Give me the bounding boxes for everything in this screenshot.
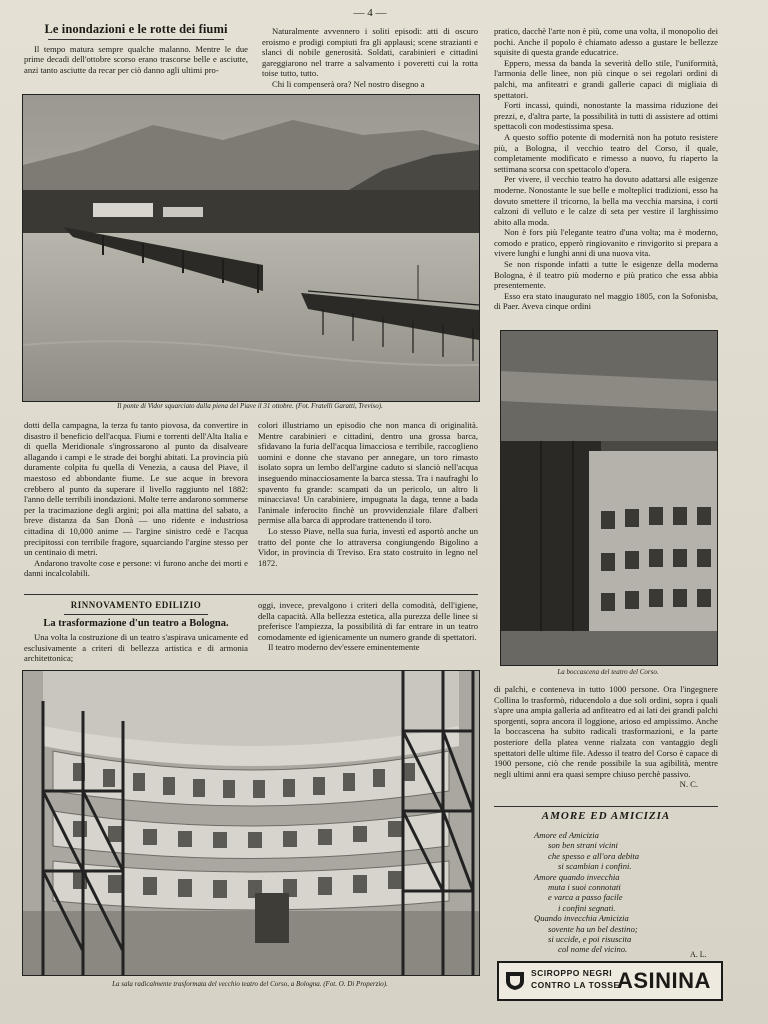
article1-paragraph-col2-2: Chi li compenserà ora? Nel nostro disegno a	[272, 78, 425, 89]
article1-paragraph-4: colori illustriamo un episodio che non manca di originalità. Mentre carabinieri e cittadini, dentro una grossa barca, sfidavano la furia dell'acqua limacciosa e terribile, raccoglieno uomini e donne che stavano per annegare, un toro rimasto isolato sopra un lembo dell'argine caduto si slanciò nell'acqua inseguendo minacciosamente la barca stessa. Tra i naufraghi lo spavento fu grande: scampati da un pericolo, un altro li minacciava! Un carabiniere, impugnata la daga, tenne a bada l'animale inferocito finchè un provvidenziale filare d'alberi permise alla barca di approdare trattenendo il toro.	[258, 420, 478, 526]
article2-paragraph-3: Il teatro moderno dev'essere eminentemente	[268, 642, 420, 653]
article2-paragraph-4: pratico, dacchè l'arte non è più, come una volta, il monopolio dei pochi. Anche il popolo è chiamato adesso a gustare le bellezze squisite di questa grande educatrice.	[494, 26, 718, 58]
article2-paragraph-5: Eppero, messa da banda la severità dello stile, l'uniformità, l'armonia delle linee, non più cinque o sei regolari ordini di palchi, ma anfiteatri e grandi gallerie capaci di migliaia di spettatori.	[494, 57, 718, 100]
article2-paragraph-8: Per vivere, il vecchio teatro ha dovuto adattarsi alle esigenze moderne. Nonostante le sue belle e molteplici tradizioni, esso ha dovuto smettere il tricorno, la bella ma vecchia marsina, i corti calzoni di velluto e le calze di seta per vestire il larghissimo abito alla moda.	[494, 174, 718, 227]
advertisement-line-2: CONTRO LA TOSSE	[531, 980, 620, 990]
advertisement-tagline	[531, 967, 620, 991]
poem-title: AMORE ED AMICIZIA	[541, 810, 671, 822]
poem-line: col nome del vicino.	[558, 944, 628, 955]
article2-signature: N. C.	[679, 779, 698, 790]
poem-divider	[494, 806, 718, 807]
article1-paragraph-2: dotti della campagna, la terza fu tanto piovosa, da convertire in disastro il beneficio dell'acqua. Fiumi e torrenti dell'Alta Italia e di quella Meridionale s'ingrossarono al punto da disalveare allagando i campi e le strade dei borghi abitati. La provincia più duramente colpita fu quella di Venezia, a causa del Piave, il maestoso ed abbondante fiume. Le sue acque in brevora crebbero al punto da superare il livello raggiunto nel 1882: l'anno delle terribili inondazioni. Molte terre andarono sommerse per la tracimazione degli argini; poi alla mattina del sabato, a breve distanza da San Donà — uno ridente e industriosa cittadina di 10,000 anime — l'argine sinistro cedè e l'acqua precipitossi con terribile fragore, squarciando l'argine stesso per un centinaio di metri.	[24, 420, 248, 558]
poem-line: e varca a passo facile	[548, 892, 623, 903]
article2-col3	[494, 26, 718, 312]
article2-title: La trasformazione d'un teatro a Bologna.	[43, 617, 229, 629]
article1-col2-body	[258, 420, 478, 568]
headline-underline	[48, 39, 224, 40]
poem-body	[494, 830, 718, 955]
photo-theater-hall	[22, 670, 480, 976]
poem-line: Quando invecchia Amicizia	[534, 913, 629, 924]
photo-theater-hall-caption: La sala radicalmente trasformata del vecchio teatro del Corso, a Bologna. (Fot. O. Di Properzio).	[112, 980, 388, 988]
poem-line: muta i suoi connotati	[548, 882, 621, 893]
article2-intro	[24, 600, 248, 664]
poem-line: si uccide, e poi risuscita	[548, 934, 632, 945]
article2-paragraph-10: Se non risponde infatti a tutte le esigenze della moderna Bologna, è il teatro più moderno e più pratico che essa abbia presentemente.	[494, 259, 718, 291]
poem-signature: A. L.	[690, 950, 707, 959]
article2-paragraph-6: Forti incassi, quindi, nonostante la massima riduzione dei prezzi, e, d'altra parte, la possibilità in tutti di assistere ad ottimi spettacoli con modestissima spesa.	[494, 100, 718, 132]
kicker-underline	[64, 614, 208, 615]
advertisement-asinina	[497, 961, 723, 1001]
article2-paragraph-7: A questo soffio potente di modernità non ha potuto resistere più, a Bologna, il vecchio teatro del Corso, il quale, completamente modificato e rimesso a nuovo, fu riaperto la settimana scorsa con spettacolo d'opera.	[494, 131, 718, 174]
photo-vidor-caption: Il ponte di Vidor squarciato dalla piena del Piave il 31 ottobre. (Fot. Fratelli Garatti, Treviso).	[117, 402, 383, 410]
article1-col2-top	[262, 26, 478, 90]
article1-paragraph-5: Lo stesso Piave, nella sua furia, investì ed asportò anche un tratto del ponte che lo attraversa congiungendo Bigolino a Vidor, in provincia di Treviso. Era stato costruito in legno nel 1872.	[258, 525, 478, 568]
article1-headline: Le inondazioni e le rotte dei fiumi	[44, 22, 228, 36]
article2-paragraph-12: di palchi, e conteneva in tutto 1000 persone. Ora l'ingegnere Collina lo trasformò, riducendolo a due soli ordini, sopra i quali s'apre una ampia galleria ad anfiteatro ed ai lati dei grandi palchi sporgenti, sopra ancora il loggione, arioso ed ampissimo. Anche la boccascena ha subito radicali trasformazioni, e la parte posteriore della platea venne rialzata con vantaggio degli spettatori delle ultime file. Adesso il teatro del Corso è capace di 1900 persone, ciò che rende possibile la sua agibilità, mentre negli ultimi anni era quasi sempre chiuso perchè passivo.	[494, 684, 718, 779]
article2-paragraph-1: Una volta la costruzione di un teatro s'aspirava unicamente ed esclusivamente a criteri di bellezza artistica e di armonia architettonica;	[24, 632, 248, 664]
article2-col2	[258, 600, 478, 653]
poem-line: Amore quando invecchia	[534, 871, 620, 882]
advertisement-line-1: SCIROPPO NEGRI	[531, 968, 613, 978]
poem-line: sovente ha un bel destino;	[548, 923, 638, 934]
theater-hall-illustration	[23, 671, 479, 975]
article1-col1-body	[24, 420, 248, 579]
photo-proscenium-caption: La boccascena del teatro del Corso.	[557, 668, 659, 676]
poem-line: si scambian i confini.	[558, 861, 632, 872]
proscenium-illustration	[501, 331, 717, 665]
poem-line: Amore ed Amicizia	[534, 830, 599, 840]
article2-kicker: RINNOVAMENTO EDILIZIO	[70, 600, 202, 610]
advertisement-brand: ASININA	[617, 968, 711, 993]
article1-paragraph-col2-1: Naturalmente avvennero i soliti episodi: atti di oscuro eroismo e prodigi compiuti fra gli applausi; scene strazianti e slanci di nobile generosità. Soldati, carabinieri e cittadini gareggiarono nel trarre a salvamento i poveretti cui la rotta toise tutto, tutto.	[262, 26, 478, 79]
article1-paragraph-1: Il tempo matura sempre qualche malanno. Mentre le due prime decadi dell'ottobre scorso erano trascorse belle e asciutte, anzi tanto asciutte da recar per ciò danno agli ultimi pro-	[24, 43, 248, 75]
article2-paragraph-9: Non è fors più l'elegante teatro d'una volta; ma è moderno, comodo e pratico, epperò ringiovanito e rinvigorito si prepara a vivere lunghi e lunghi anni di una nuova vita.	[494, 227, 718, 259]
article1-intro	[24, 24, 248, 75]
article1-paragraph-3: Andarono travolte cose e persone: vi furono anche dei morti e danni incalcolabili.	[24, 557, 248, 579]
poem-line: son ben strani vicini	[548, 840, 618, 851]
section-divider	[24, 594, 478, 595]
photo-proscenium	[500, 330, 718, 666]
article2-paragraph-2: oggi, invece, prevalgono i criteri della comodità, dell'igiene, della capacità. Alla bellezza estetica, alla purezza delle linee si preferisce l'ampiezza, la possibilità di far entrare in un teatro comodamente ed igienicamente un numero grande di spettatori.	[258, 600, 478, 642]
poem-line: i confini segnati.	[558, 902, 616, 913]
poem-line: che spesso e all'ora debita	[548, 850, 640, 861]
poem-block	[494, 810, 718, 955]
photo-vidor-bridge	[22, 94, 480, 402]
bridge-illustration	[23, 95, 479, 401]
article2-paragraph-11: Esso era stato inaugurato nel maggio 1805, con la Sofonisba, di Paer. Aveva cinque ordini	[494, 290, 718, 312]
shield-crest-icon	[504, 969, 526, 991]
article2-col3-body	[494, 684, 718, 790]
page-number: — 4 —	[353, 7, 387, 19]
